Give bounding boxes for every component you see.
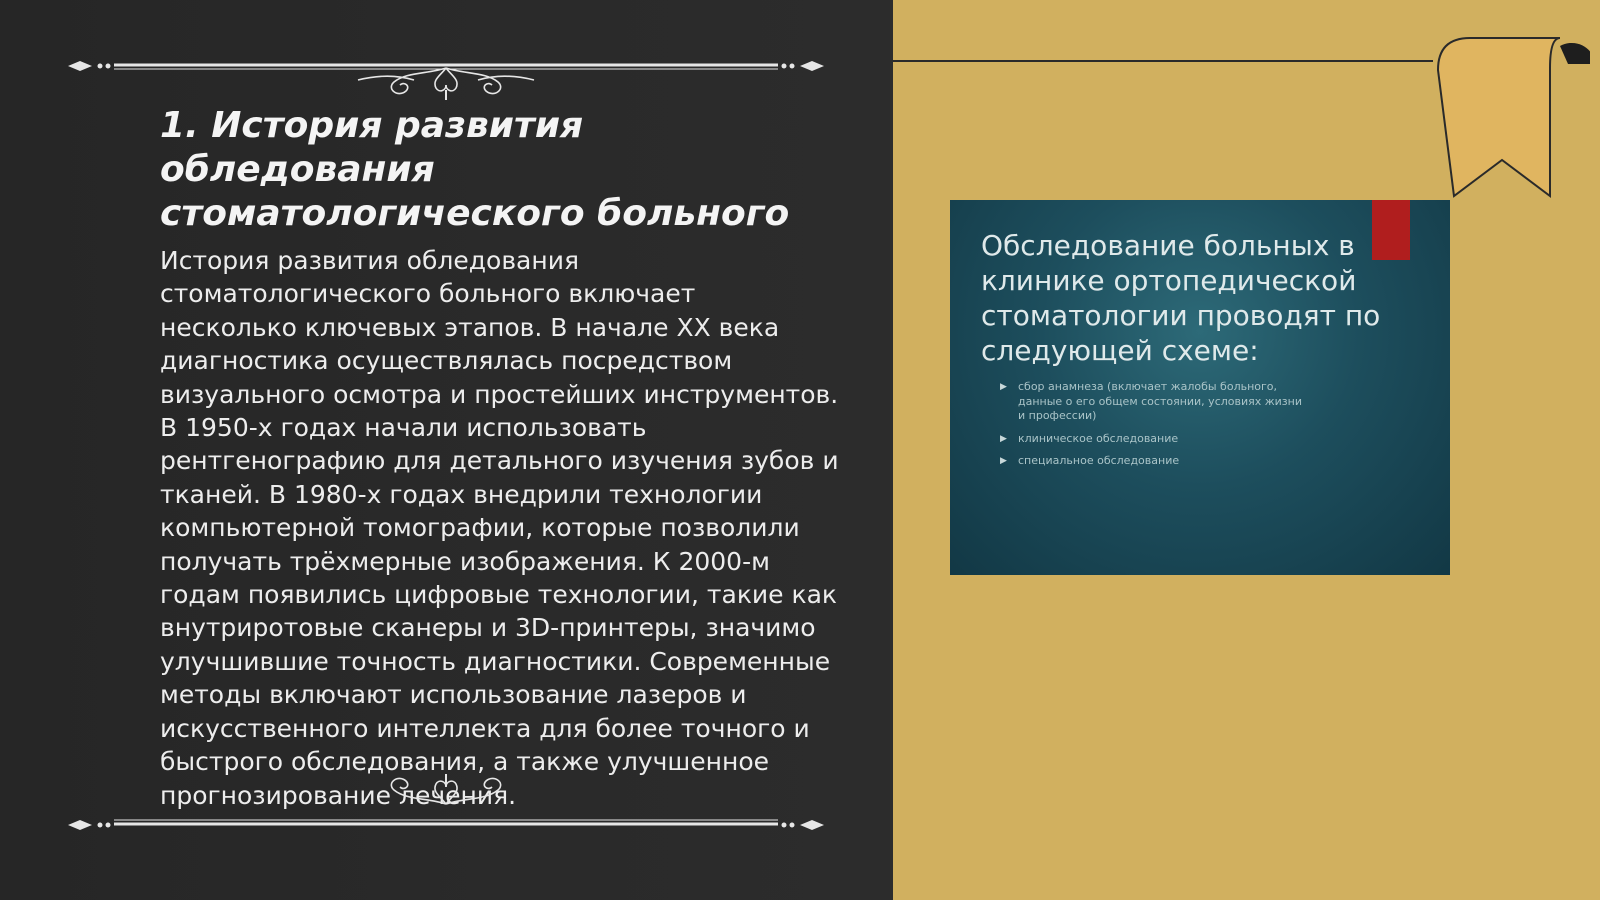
top-ornament-icon [68, 40, 824, 100]
triangle-bullet-icon: ▶ [1000, 382, 1007, 392]
thumbnail-bullet-item: ▶ специальное обследование [1000, 454, 1180, 467]
slide-body-text: История развития обледования стоматологического больного включает несколько ключевых этапов. В начале XX века диагностика осуществлялась посредством визуального осмотра и простейших инструментов. В 1950-х годах начали использовать рентгенографию для детального изучения зубов и тканей. В 1980-х годах внедрили технологии компьютерной томографии, которые позволили получать трёхмерные изображения. К 2000-м годам появились цифровые технологии, такие как внутриротовые сканеры и 3D-принтеры, значимо улучшившие точность диагностики. Современные методы включают использование лазеров и искусственного интеллекта для более точного и быстрого обследования, а также улучшенное прогнозирование лечения. [160, 246, 839, 810]
triangle-bullet-icon: ▶ [1000, 456, 1007, 466]
thumbnail-bullet-item: ▶ сбор анамнеза (включает жалобы больного, данные о его общем состоянии, условиях жизни и профессии) [1000, 380, 1303, 422]
thumbnail-title: Обследование больных в клинике ортопедической стоматологии проводят по следующей схеме: [981, 229, 1381, 367]
triangle-bullet-icon: ▶ [1000, 433, 1007, 444]
bookmark-ribbon-icon [1430, 30, 1590, 200]
thumbnail-bullet-item: ▶ клиническое обследование [1000, 431, 1179, 445]
decorative-line [893, 60, 1433, 62]
bottom-ornament-icon [68, 770, 824, 830]
slide-thumbnail-image [950, 200, 1450, 575]
thumbnail-bullet-list [1000, 380, 1310, 477]
slide-title: 1. История развития обледования стоматологического больного [160, 105, 790, 234]
